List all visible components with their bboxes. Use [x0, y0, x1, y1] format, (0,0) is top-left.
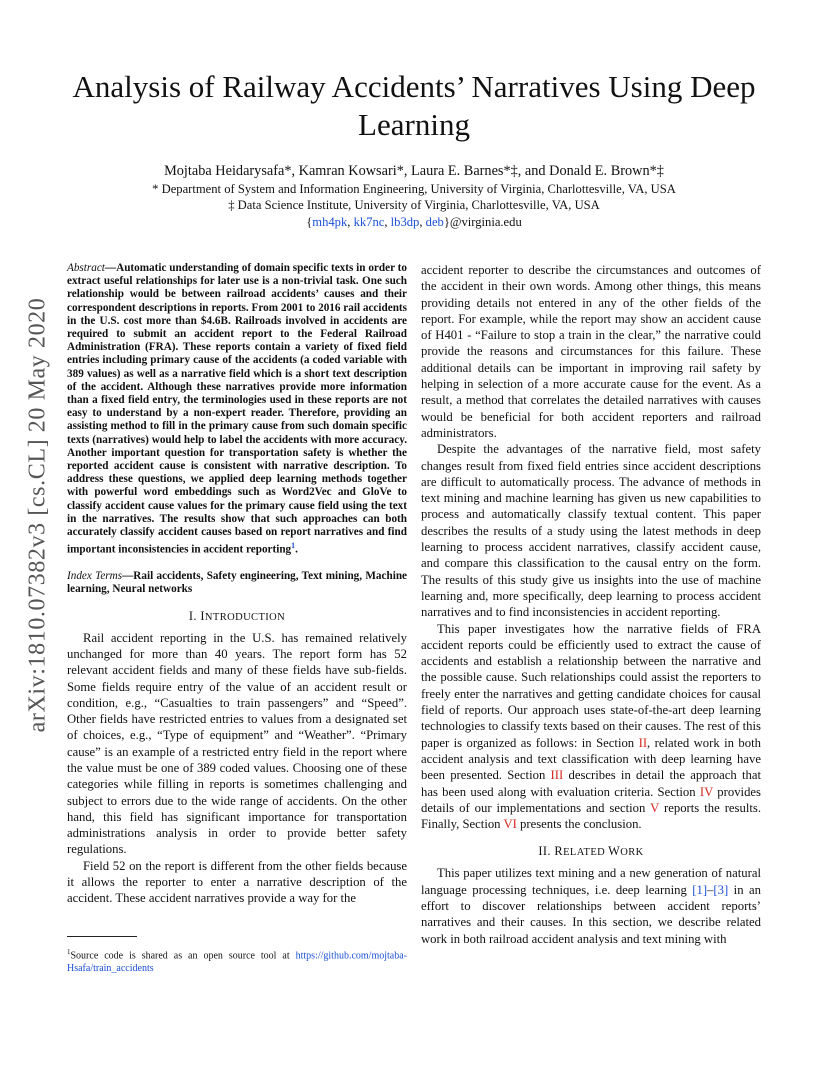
section-ref[interactable]: VI	[503, 817, 517, 832]
citation[interactable]: [1]	[692, 882, 708, 897]
footnote: $^1$Source code is shared as an open source tool at https://github.com/mojtaba-Hsafa/train_accidents	[67, 948, 407, 975]
left-column	[67, 262, 407, 907]
index-terms: Index Terms—Rail accidents, Safety engineering, Text mining, Machine learning, Neural networks	[67, 570, 408, 596]
affiliation-1: * Department of System and Information Engineering, University of Virginia, Charlottesville, VA, USA	[152, 182, 676, 196]
index-terms-label: Index Terms	[67, 570, 123, 583]
citation[interactable]: [3]	[713, 882, 729, 897]
paragraph: Despite the advantages of the narrative field, most safety changes result from fixed field entries since accident descriptions are difficult to automatically process. The advance of methods in text mining and machine learning has given us new capabilities to process and automatically classify textual content. This paper describes the results of a study using the latest methods in deep learning to process accident narratives, classify accident cause, and compare this classification to the causal entry on the form. The results of this study give us insights into the use of machine learning and, more specifically, deep learning to process accident narratives and to find inconsistencies in accident reporting.	[421, 442, 761, 620]
email-link[interactable]: lb3dp	[390, 215, 420, 229]
section-ref[interactable]: V	[650, 800, 660, 815]
email-link[interactable]: kk7nc	[353, 215, 385, 229]
section-ref[interactable]: IV	[699, 784, 714, 799]
abstract-label: Abstract	[67, 262, 105, 274]
paper-title: Analysis of Railway Accidents’ Narratives Using Deep Learning	[72, 69, 756, 142]
section-heading-related-work: II. RELATED WORK	[538, 844, 644, 859]
abstract: Abstract—Automatic understanding of domain specific texts in order to extract useful relationships for later use is a non-trivial task. One such relationship would be between railroad accidents’ causes and their correspondent descriptions in reports. From 2001 to 2016 rail accidents in the U.S. cost more than $4.6B. Railroads involved in accidents are required to submit an accident report to the Federal Railroad Administration (FRA). These reports contain a variety of fixed field entries including primary cause of the accidents (a coded variable with 389 values) as well as a narrative field which is a short text description of the accident. Although these narratives provide more information than a fixed field entry, the terminologies used in these reports are not easy to understand by a non-expert reader. Therefore, providing an assisting method to fill in the primary cause from such domain specific texts (narratives) would help to label the accidents with more accuracy. Another important question for transportation safety is whether the reported accident cause is consistent with narrative description. To address these questions, we applied deep learning methods together with powerful word embeddings such as Word2Vec and GloVe to classify accident cause values for the primary cause field using the text in the narratives. The results show that such approaches can both accurately classify accident causes based on report narratives and find important inconsistencies in accident reporting$^1$.	[67, 262, 407, 556]
affiliation-2: ‡ Data Science Institute, University of Virginia, Charlottesville, VA, USA	[228, 198, 600, 212]
footnote-rule	[67, 936, 137, 937]
email-link[interactable]: mh4pk	[312, 215, 348, 229]
footnote-url[interactable]: https://github.com/mojtaba-Hsafa/train_accidents	[67, 950, 407, 975]
author-list: Mojtaba Heidarysafa*, Kamran Kowsari*, Laura E. Barnes*‡, and Donald E. Brown*‡	[164, 163, 664, 179]
paragraph: This paper investigates how the narrative fields of FRA accident reports could be efficiently used to extract the cause of accidents and establish a relationship between the narrative and the possible cause. Such relationships could assist the reporters to freely enter the narratives and getting candidate choices for causal field of reports. Our approach uses state-of-the-art deep learning technologies to classify texts based on their causes. The rest of this paper is organized as follows: in Section II, related work in both accident analysis and text classification with deep learning have been presented. Section III describes in detail the approach that has been used along with evaluation criteria. Section IV provides details of our implementations and section V reports the results. Finally, Section VI presents the conclusion.	[421, 621, 762, 832]
email-link[interactable]: deb	[425, 215, 444, 229]
section-heading-introduction: I. INTRODUCTION	[188, 608, 286, 623]
right-column	[421, 262, 761, 947]
section-ref[interactable]: III	[550, 768, 564, 783]
paragraph: Rail accident reporting in the U.S. has remained relatively unchanged for more than 40 years. The report form has 52 relevant accident fields and many of these fields have sub-fields. Some fields require entry of the value of an accident result or condition, e.g., “Casualties to train passengers” and “Speed”. Other fields have restricted entries to values from a designated set of choices, e.g., “Type of equipment” and “Weather”. “Primary cause” is an example of a restricted entry field in the report where the value must be one of 389 coded values. Choosing one of these categories while filling in reports is sometimes challenging and subject to errors due to the wide range of accidents. On the other hand, this field has significant importance for transportation administrations analysis in order to provide better safety regulations.	[67, 630, 407, 857]
section-ref[interactable]: II	[638, 735, 648, 750]
author-emails: {mh4pk, kk7nc, lb3dp, deb}@virginia.edu	[306, 215, 522, 229]
paragraph: This paper utilizes text mining and a new generation of natural language processing techniques, i.e. deep learning [1]–[3] in an effort to discover relationships between accident reports’ narratives and their causes. In this section, we describe related work in both railroad accident analysis and text mining with	[421, 866, 761, 946]
arxiv-stamp: arXiv:1810.07382v3 [cs.CL] 20 May 2020	[24, 297, 51, 733]
paragraph: accident reporter to describe the circumstances and outcomes of the accident in their own words. Among other things, this means providing details not entered in any of the other fields of the report. For example, while the report may show an accident cause of H401 - “Failure to stop a train in the clear,” the narrative could provide the reasons and circumstances for this failure. These additional details can be important in improving rail safety by helping in selection of a more accurate cause for the event. As a result, a method that correlates the detailed narratives with causes would be beneficial for both accident reporters and railroad administrators.	[421, 263, 761, 440]
footnote-ref[interactable]: 1	[291, 541, 296, 551]
paragraph: Field 52 on the report is different from the other fields because it allows the reporter to enter a narrative description of the accident. These accident narratives provide a way for the	[67, 858, 407, 906]
